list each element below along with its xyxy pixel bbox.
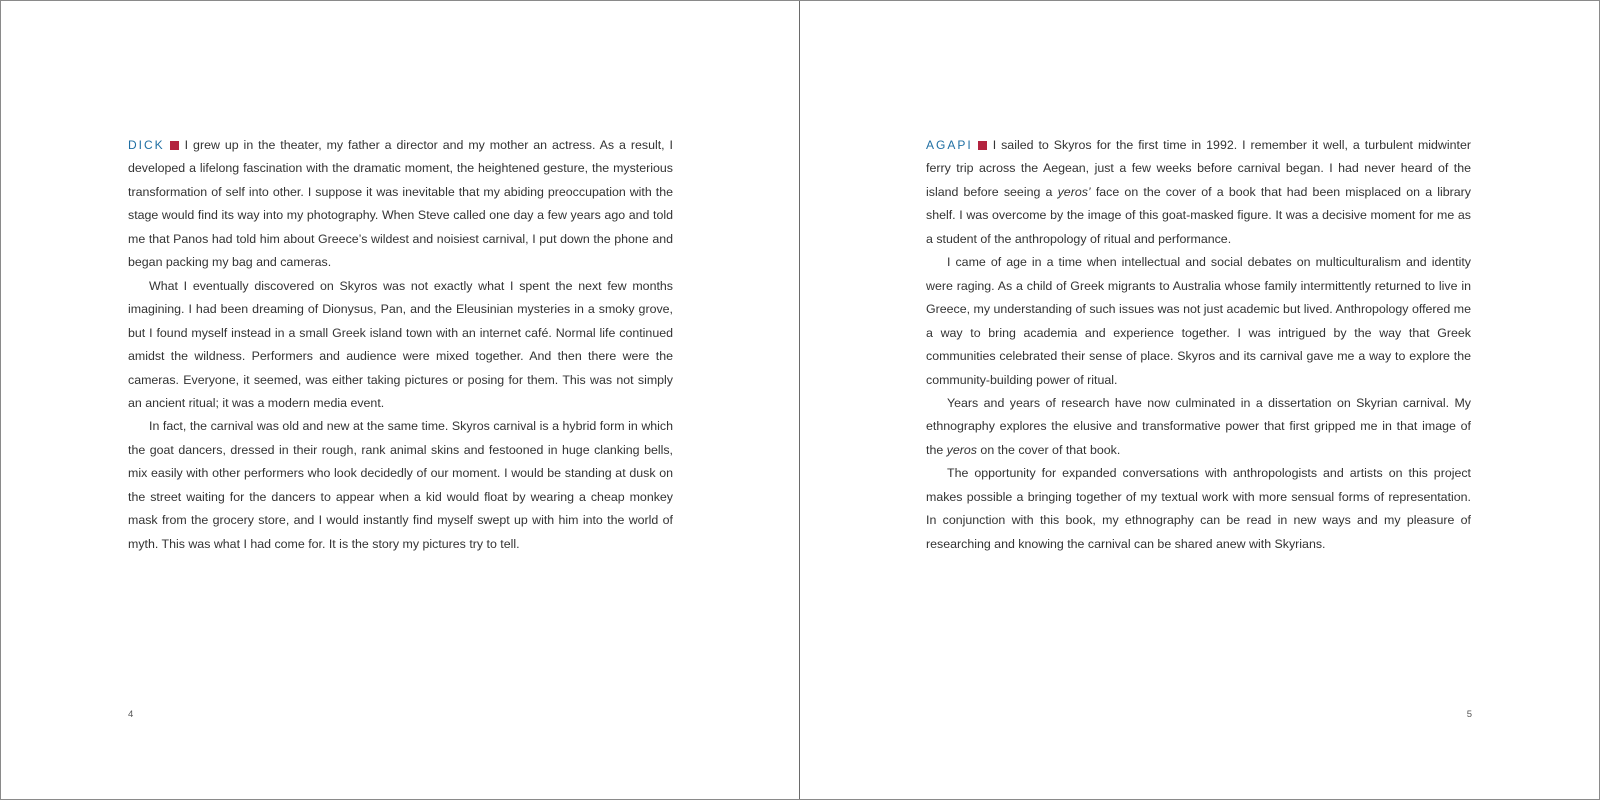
right-paragraph-1-text-b: face on the cover of a book that had been misplaced on a library shelf. I was overcome by the image of this goat-masked figure. It was a decisive moment for me as a student of the anthropology of ritual and performance. — [926, 184, 1471, 246]
right-paragraph-4: The opportunity for expanded conversations with anthropologists and artists on this project makes possible a bringing together of my textual work with more sensual forms of representation. In conjunction with this book, my ethnography can be read in new ways and my pleasure of researching and knowing the carnival can be shared anew with Skyrians. — [926, 466, 1471, 551]
right-paragraph-2: I came of age in a time when intellectual and social debates on multiculturalism and identity were raging. As a child of Greek migrants to Australia whose family intermittently returned to live in Greece, my understanding of such issues was not just academic but lived. Anthropology offered me a way to bring academia and experience together. I was intrigued by the way that Greek communities celebrated their sense of place. Skyros and its carnival gave me a way to explore the community-building power of ritual. — [926, 255, 1471, 387]
right-paragraph-3-text-b: on the cover of that book. — [976, 442, 1121, 457]
left-paragraph-1-text: I grew up in the theater, my father a director and my mother an actress. As a result, I developed a lifelong fascination with the dramatic moment, the heightened gesture, the mysterious transformation of self into other. I suppose it was inevitable that my abiding preoccupation with the stage would find its way into my photography. When Steve called one day a few years ago and told me that Panos had told him about Greece’s wildest and noisiest carnival, I put down the phone and began packing my bag and cameras. — [128, 138, 673, 270]
right-paragraph-3-text-a: Years and years of research have now culminated in a dissertation on Skyrian carnival. My ethnography explores the elusive and transformative power that first gripped me in that image of the — [926, 395, 1471, 457]
speaker-name-agapi: AGAPI — [926, 138, 973, 152]
left-paragraph-2: What I eventually discovered on Skyros was not exactly what I spent the next few months imagining. I had been dreaming of Dionysus, Pan, and the Eleusinian mysteries in a smoky grove, but I found myself instead in a small Greek island town with an internet café. Normal life continued amidst the wildness. Performers and audience were mixed together. And then there were the cameras. Everyone, it seemed, was either taking pictures or posing for them. This was not simply an ancient ritual; it was a modern media event. — [128, 278, 673, 410]
right-paragraph-3 — [926, 392, 1471, 462]
right-paragraph-1-italic: yeros’ — [1057, 184, 1091, 199]
red-square-marker-icon — [978, 141, 987, 150]
left-page — [1, 1, 800, 799]
right-paragraph-1-text-a: I sailed to Skyros for the first time in 1992. I remember it well, a turbulent midwinter ferry trip across the Aegean, just a few weeks before carnival began. I had never heard of the island before seeing a — [926, 138, 1471, 199]
right-text-block — [926, 134, 1471, 556]
right-paragraph-3-italic: yeros — [946, 442, 977, 457]
red-square-marker-icon — [170, 141, 179, 150]
page-number-right: 5 — [1466, 709, 1472, 720]
speaker-name-dick: DICK — [128, 138, 165, 152]
right-page — [800, 1, 1599, 799]
left-paragraph-3: In fact, the carnival was old and new at the same time. Skyros carnival is a hybrid form in which the goat dancers, dressed in their rough, rank animal skins and festooned in huge clanking bells, mix easily with other performers who look decidedly of our moment. I would be standing at dusk on the street waiting for the dancers to appear when a kid would float by wearing a cheap monkey mask from the grocery store, and I would instantly find myself swept up with him into the world of myth. This was what I had come for. It is the story my pictures try to tell. — [128, 419, 673, 551]
right-paragraph-1 — [926, 134, 1471, 251]
left-text-block — [128, 134, 673, 556]
left-paragraph-1 — [128, 134, 673, 275]
page-number-left: 4 — [128, 709, 134, 720]
